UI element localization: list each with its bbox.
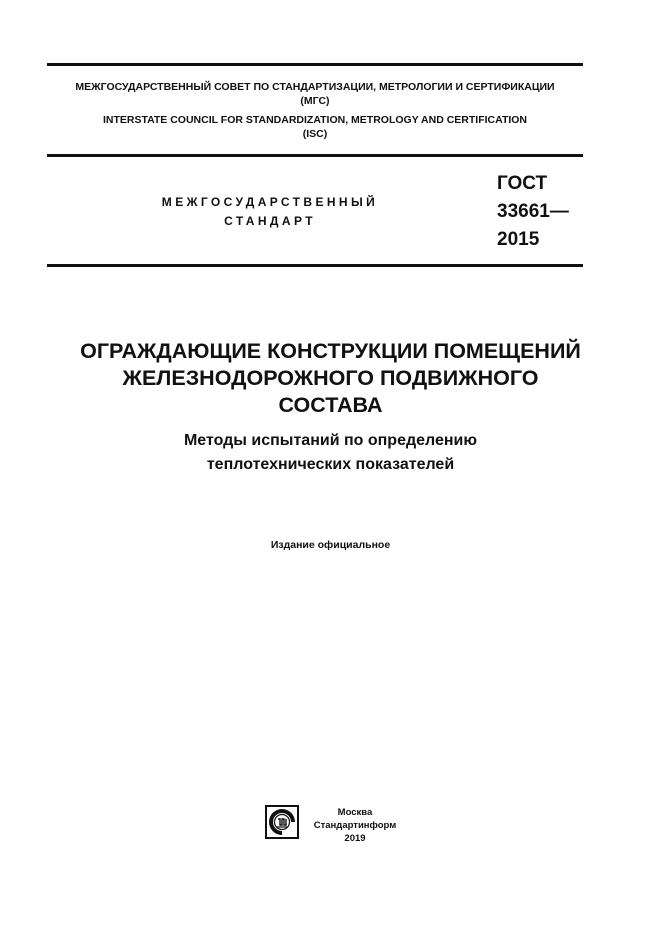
title-line1: ОГРАЖДАЮЩИЕ КОНСТРУКЦИИ ПОМЕЩЕНИЙ [80,339,581,363]
standard-type-line1: МЕЖГОСУДАРСТВЕННЫЙ [161,195,379,209]
council-en-line: INTERSTATE COUNCIL FOR STANDARDIZATION, METROLOGY AND CERTIFICATION [102,114,528,126]
council-ru-abbr: (МГС) [300,95,330,107]
publisher-name: Стандартинформ [313,820,397,831]
gost-designation [497,170,569,254]
standartinform-logo-icon [265,805,299,839]
title-line2: ЖЕЛЕЗНОДОРОЖНОГО ПОДВИЖНОГО [122,366,539,390]
middle-rule [47,154,583,157]
council-ru-line: МЕЖГОСУДАРСТВЕННЫЙ СОВЕТ ПО СТАНДАРТИЗАЦИИ, МЕТРОЛОГИИ И СЕРТИФИКАЦИИ [75,81,555,93]
subtitle-line2: теплотехнических показателей [206,456,455,473]
subtitle-line1: Методы испытаний по определению [183,432,478,449]
document-title [30,338,631,419]
publisher-year: 2019 [344,833,366,844]
bottom-rule [47,264,583,267]
council-en-abbr: (ISC) [302,128,328,140]
title-line3: СОСТАВА [278,393,383,417]
council-name-en [47,113,583,141]
gost-number: 33661— [497,201,569,222]
council-name-ru [47,80,583,108]
publisher-info [310,806,400,845]
edition-note: Издание официальное [270,539,391,551]
publisher-city: Москва [337,807,373,818]
document-subtitle [30,429,631,477]
top-rule [47,63,583,66]
gost-year: 2015 [497,229,540,250]
gost-label: ГОСТ [497,173,548,194]
standard-type-line2: СТАНДАРТ [224,214,316,228]
